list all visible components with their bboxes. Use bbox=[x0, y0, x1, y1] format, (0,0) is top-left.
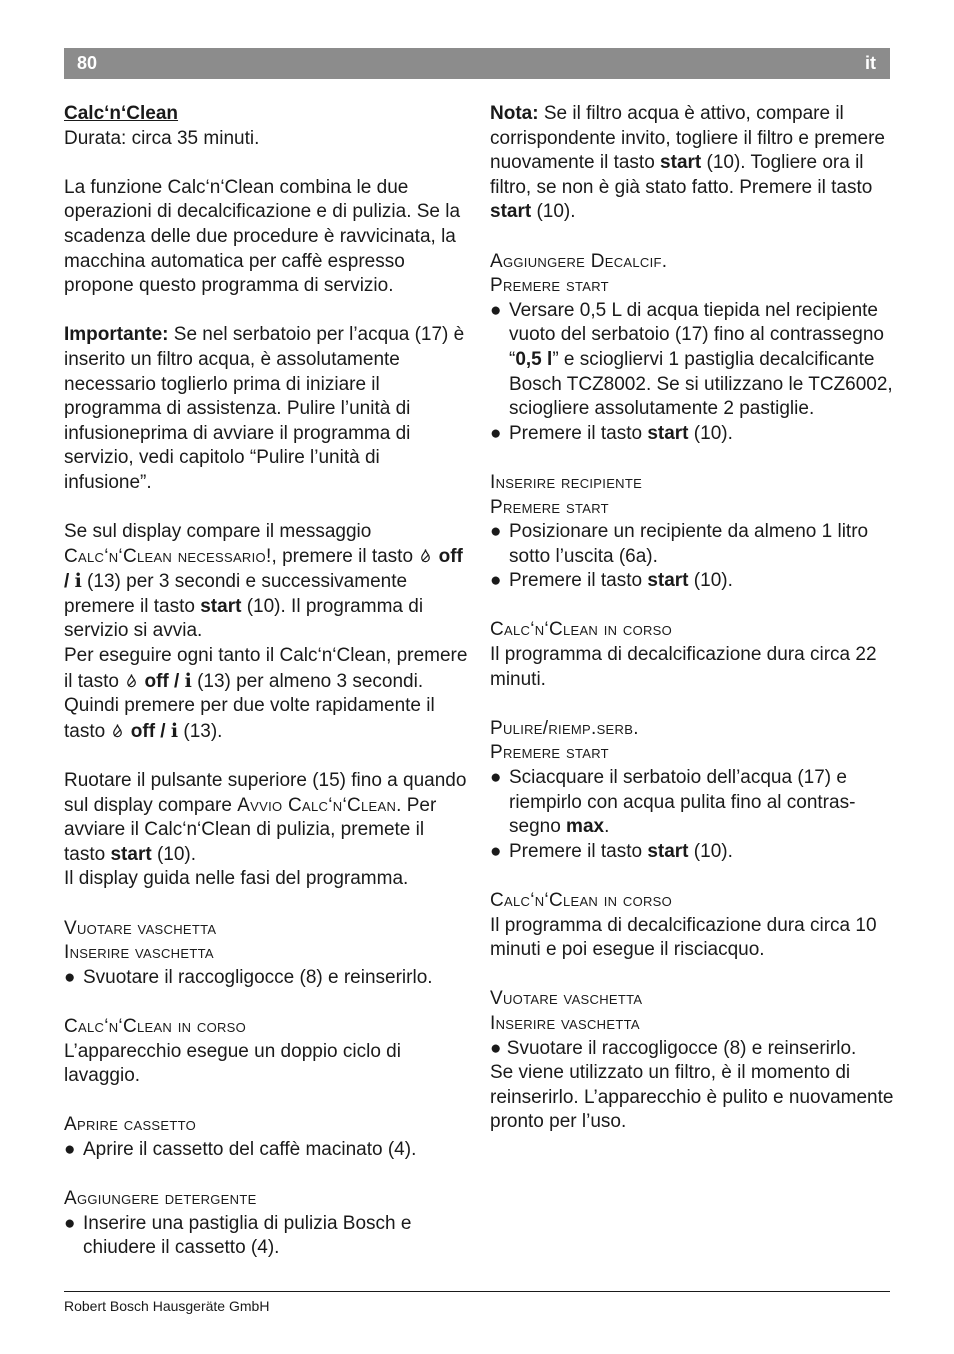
list-item bbox=[64, 1138, 468, 1163]
start-key: start bbox=[647, 422, 689, 444]
text: off / bbox=[144, 670, 185, 692]
start-key: start bbox=[200, 595, 242, 617]
step-title: Vuotare vaschetta bbox=[64, 917, 217, 939]
text: Sciacquare il serbatoio dell’acqua (17) e riempirlo con acqua pulita fino al contrassegno bbox=[509, 767, 856, 838]
periodic-paragraph bbox=[64, 644, 468, 744]
duration-text: Durata: circa 35 minuti. bbox=[64, 127, 260, 149]
knob-paragraph bbox=[64, 769, 468, 867]
info-icon: i bbox=[184, 669, 192, 692]
power-icon bbox=[124, 671, 139, 692]
important-label: Importante: bbox=[64, 324, 169, 346]
volume-mark: 0,5 l bbox=[515, 348, 553, 370]
step-title: Calc‘n‘Clean in corso bbox=[64, 1015, 247, 1037]
text: (13) per almeno 3 secondi. Quindi premere per due volte rapidamente il tasto bbox=[64, 670, 435, 742]
step-title: Premere start bbox=[490, 496, 609, 518]
text: Svuotare il raccogligocce (8) e reinserirlo. bbox=[506, 1037, 857, 1059]
text: Premere il tasto bbox=[509, 422, 648, 444]
list-item bbox=[490, 422, 895, 447]
list-item bbox=[490, 766, 895, 840]
start-key: start bbox=[647, 840, 689, 862]
list-item bbox=[64, 1212, 468, 1261]
text: off / bbox=[130, 720, 171, 742]
text: (10). bbox=[688, 570, 733, 592]
text: . bbox=[604, 816, 610, 838]
power-icon bbox=[110, 721, 125, 742]
step-title: Vuotare vaschetta bbox=[490, 988, 643, 1010]
start-key: start bbox=[490, 201, 532, 223]
list-item bbox=[490, 569, 895, 594]
step-title: Calc‘n‘Clean in corso bbox=[490, 890, 673, 911]
step-title: Premere start bbox=[490, 275, 609, 297]
text: Aprire il cassetto del caffè macinato (4). bbox=[83, 1138, 417, 1160]
step-title: Inserire vaschetta bbox=[64, 942, 214, 964]
start-key: start bbox=[647, 570, 689, 592]
max-mark: max bbox=[566, 816, 605, 838]
section-title: Calc‘n‘Clean bbox=[64, 103, 179, 124]
bullet-dot-icon: ● bbox=[64, 1138, 76, 1160]
text: . Per avviare il Calc‘n‘Clean di pulizia, premete il tasto bbox=[64, 794, 437, 865]
bullet-dot-icon: ● bbox=[490, 299, 502, 321]
text: Per eseguire ogni tanto il Calc‘n‘Clean, premere il tasto bbox=[64, 645, 468, 692]
bullet-dot-icon: ● bbox=[490, 840, 502, 862]
text: (13) per 3 secondi e successivamente premere il tasto bbox=[64, 571, 408, 617]
display-message: Calc‘n‘Clean necessario! bbox=[64, 545, 272, 567]
header-bar bbox=[64, 48, 890, 79]
step-title: Inserire vaschetta bbox=[490, 1012, 640, 1034]
guide-text: Il display guida nelle fasi del programma. bbox=[64, 868, 409, 890]
list-item bbox=[64, 966, 468, 991]
text: Ruotare il pulsante superiore (15) fino a quando sul display compare bbox=[64, 770, 467, 816]
display-message: Avvio Calc‘n‘Clean bbox=[237, 794, 397, 816]
step-title: Aggiungere Decalcif. bbox=[490, 250, 668, 272]
text: ” e sciogliervi 1 pastiglia decalcificante Bosch TCZ8002. Se si utilizzano le TCZ6002, sciogliere assolutamente 2 pastiglie. bbox=[509, 348, 893, 420]
step-text: Il programma di decalcificazione dura circa 10 minuti e poi esegue il risciacquo. bbox=[490, 914, 877, 961]
text: , premere il tasto bbox=[271, 545, 419, 567]
start-key: start bbox=[110, 843, 152, 865]
power-icon bbox=[418, 546, 433, 567]
text: (10). bbox=[688, 840, 733, 862]
footer-divider bbox=[64, 1291, 890, 1292]
list-item bbox=[490, 840, 895, 865]
text: (10). bbox=[688, 422, 733, 444]
off-key-label bbox=[131, 721, 178, 742]
bullet-dot-icon: ● bbox=[490, 422, 502, 444]
bullet-dot-icon: ● bbox=[490, 1037, 507, 1059]
step-title: Aprire cassetto bbox=[64, 1114, 197, 1136]
bullet-dot-icon: ● bbox=[490, 521, 502, 543]
page-number: 80 bbox=[77, 53, 98, 73]
text: Se il filtro acqua è attivo, compare il corrispondente invito, togliere il filtro e premere nuovamente il tasto bbox=[490, 103, 885, 174]
text: (10). bbox=[531, 201, 576, 223]
text: Posizionare un recipiente da almeno 1 litro sotto l’uscita (6a). bbox=[509, 521, 869, 567]
important-paragraph bbox=[64, 323, 468, 495]
text: Inserire una pastiglia di pulizia Bosch e chiudere il cassetto (4). bbox=[83, 1212, 412, 1259]
footer-company: Robert Bosch Hausgeräte GmbH bbox=[64, 1298, 270, 1314]
step-title: Pulire/riemp.serb. bbox=[490, 717, 639, 739]
step-text: L’apparecchio esegue un doppio ciclo di lavaggio. bbox=[64, 1040, 401, 1087]
info-icon: i bbox=[170, 719, 179, 742]
bullet-dot-icon: ● bbox=[490, 767, 502, 789]
list-item bbox=[490, 1037, 895, 1062]
bullet-dot-icon: ● bbox=[64, 966, 76, 988]
step-title: Calc‘n‘Clean in corso bbox=[490, 619, 673, 641]
text: Premere il tasto bbox=[509, 570, 648, 592]
step-title: Inserire recipiente bbox=[490, 471, 643, 493]
text: (13). bbox=[178, 720, 223, 742]
info-icon: i bbox=[74, 570, 82, 593]
step-text: Se viene utilizzato un filtro, è il momento di reinserirlo. L’apparecchio è pulito e nuovamente pronto per l’uso. bbox=[490, 1062, 894, 1133]
important-text: Se nel serbatoio per l’acqua (17) è inserito un filtro acqua, è assolutamente necessario toglierlo prima di iniziare il programma di assistenza. Pulire l’unità di infusioneprima di avviare il programma di servizio, vedi capitolo “Pulire l’unità di infusione”. bbox=[64, 324, 465, 493]
text: (10). bbox=[151, 843, 197, 865]
step-title: Premere start bbox=[490, 742, 609, 764]
message-paragraph bbox=[64, 520, 468, 644]
intro-paragraph: La funzione Calc‘n‘Clean combina le due operazioni di decalcificazione e di pulizia. Se la scadenza delle due procedure è ravvicinata, la macchina automatica per caffè espresso propone questo programma di servizio. bbox=[64, 176, 461, 297]
text: Svuotare il raccogligocce (8) e reinserirlo. bbox=[83, 966, 433, 988]
step-title: Aggiungere detergente bbox=[64, 1188, 257, 1210]
text: (10). Togliere ora il filtro, se non è già stato fatto. Premere il tasto bbox=[490, 152, 873, 198]
left-column bbox=[64, 102, 468, 1261]
bullet-dot-icon: ● bbox=[490, 570, 502, 592]
right-column bbox=[490, 102, 895, 1135]
text: off / bbox=[64, 545, 463, 593]
note-paragraph bbox=[490, 102, 895, 225]
text: Versare 0,5 L di acqua tiepida nel recipiente vuoto del serbatoio (17) fino al contrassegno “ bbox=[509, 299, 884, 370]
text: Se sul display compare il messaggio bbox=[64, 521, 372, 543]
list-item bbox=[490, 520, 895, 569]
language-code: it bbox=[865, 53, 876, 73]
start-key: start bbox=[660, 152, 702, 174]
text: (10). Il programma di servizio si avvia. bbox=[64, 595, 424, 642]
off-key-label bbox=[144, 671, 191, 692]
note-label: Nota: bbox=[490, 103, 539, 124]
bullet-dot-icon: ● bbox=[64, 1212, 76, 1234]
list-item bbox=[490, 299, 895, 422]
step-text: Il programma di decalcificazione dura circa 22 minuti. bbox=[490, 644, 877, 690]
text: Premere il tasto bbox=[509, 840, 648, 862]
